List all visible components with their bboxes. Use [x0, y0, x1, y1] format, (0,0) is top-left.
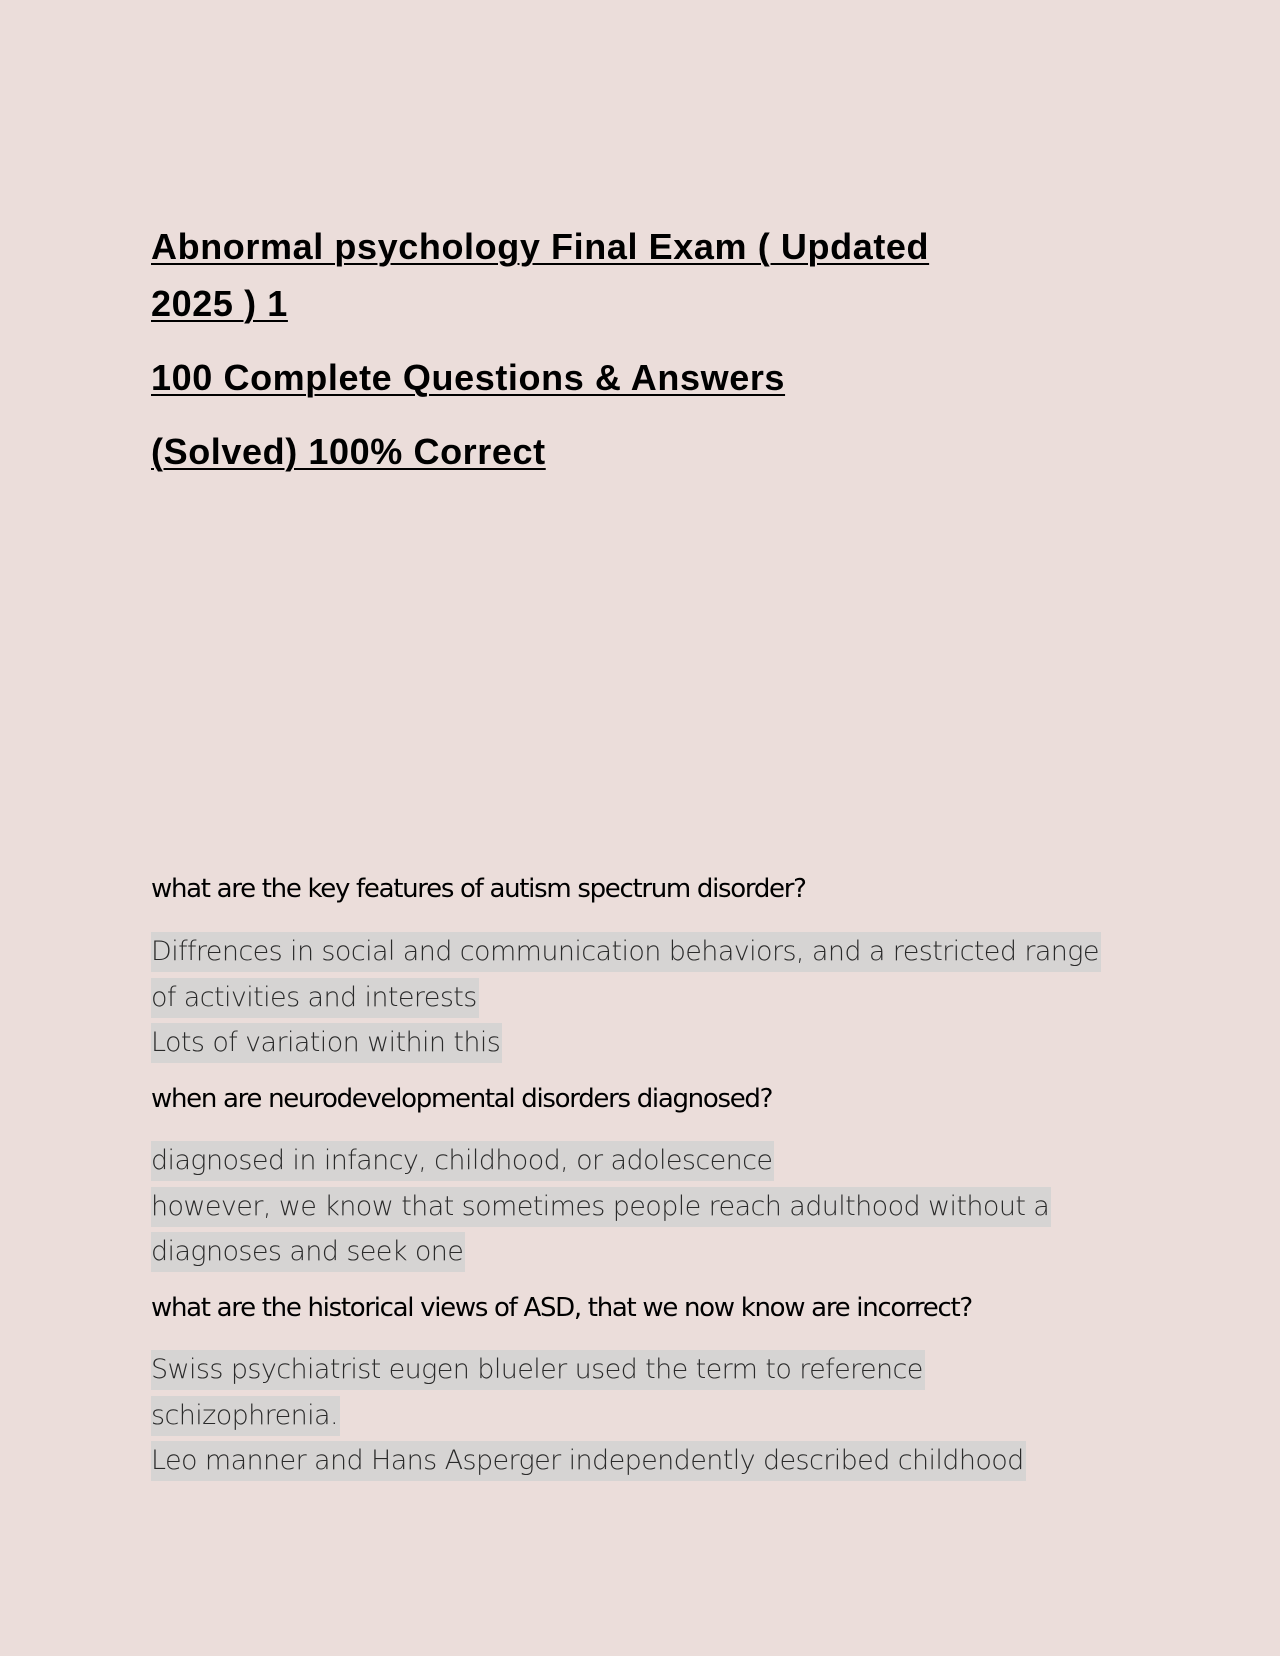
answer-1-line-1: Diffrences in social and communication behaviors, and a restricted range [151, 932, 1101, 972]
answer-2-line-2: however, we know that sometimes people reach adulthood without a [151, 1187, 1051, 1227]
title-line-4: (Solved) 100% Correct [151, 431, 546, 472]
answer-1-line-2: of activities and interests [151, 978, 479, 1018]
answer-3-line-2: schizophrenia. [151, 1396, 340, 1436]
answer-2-line-3: diagnoses and seek one [151, 1232, 465, 1272]
question-1: what are the key features of autism spectrum disorder? [151, 874, 806, 904]
answer-1-line-3: Lots of variation within this [151, 1023, 502, 1063]
answer-3-line-3: Leo manner and Hans Asperger independently described childhood [151, 1441, 1026, 1481]
question-2: when are neurodevelopmental disorders diagnosed? [151, 1084, 773, 1114]
answer-3-line-1: Swiss psychiatrist eugen blueler used the term to reference [151, 1350, 925, 1390]
title-line-1: Abnormal psychology Final Exam ( Updated [151, 226, 930, 267]
answer-2 [151, 1139, 1151, 1276]
answer-1 [151, 930, 1151, 1067]
title-line-3: 100 Complete Questions & Answers [151, 357, 786, 398]
question-3: what are the historical views of ASD, that we now know are incorrect? [151, 1293, 972, 1323]
title-line-2: 2025 ) 1 [151, 283, 288, 324]
answer-3 [151, 1348, 1151, 1485]
answer-2-line-1: diagnosed in infancy, childhood, or adolescence [151, 1141, 774, 1181]
